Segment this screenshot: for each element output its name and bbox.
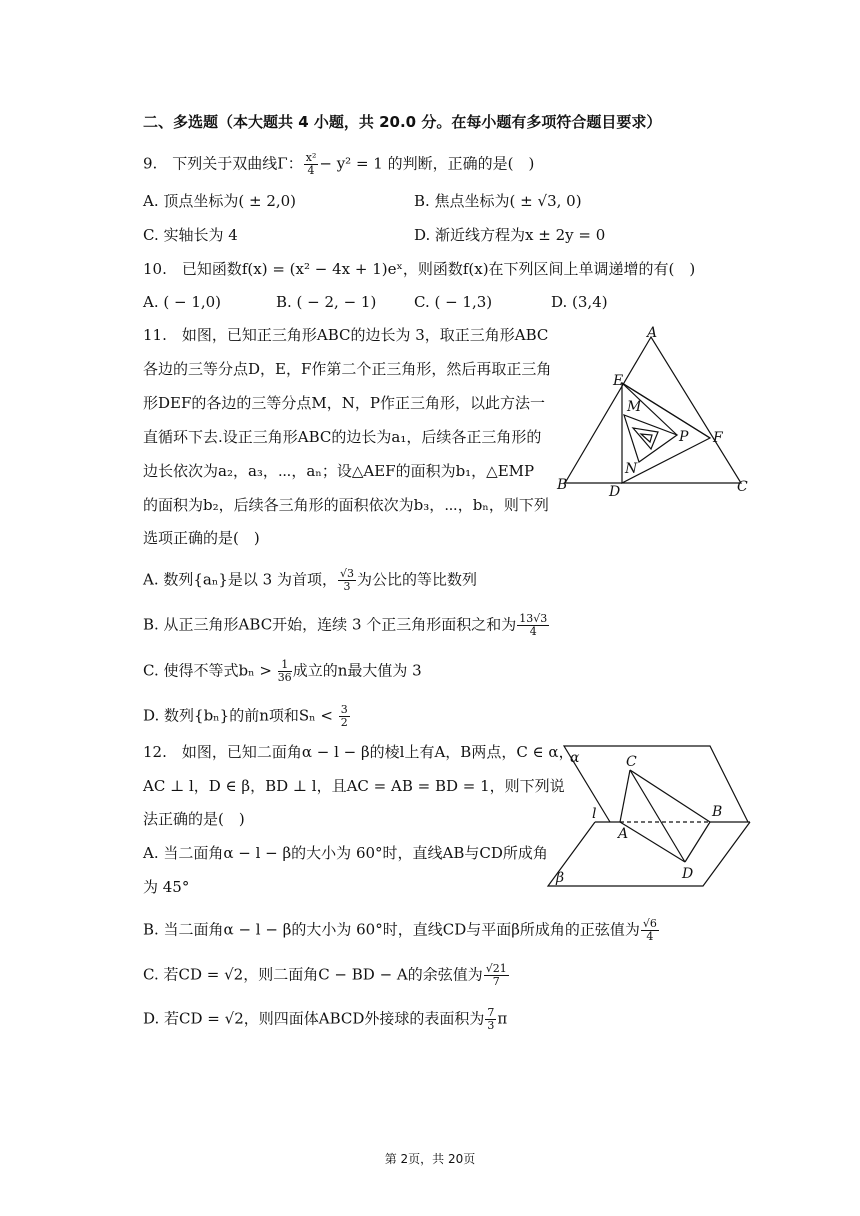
q12-label-alpha: α xyxy=(570,750,580,766)
q11-line-6: 的面积为b₂，后续各三角形的面积依次为b₃，⋯，bₙ，则下列 xyxy=(143,496,549,514)
q12-option-d xyxy=(143,1007,507,1032)
page-footer: 第 2页，共 20页 xyxy=(384,1152,476,1166)
q12-dihedral-figure xyxy=(540,740,755,892)
q12-line-4: A. 当二面角α − l − β的大小为 60°时，直线AB与CD所成角 xyxy=(143,844,548,862)
q10-option-b: B. ( − 2, − 1) xyxy=(276,293,377,311)
q11-option-b-fraction: $\frac{13√3}{4}$ xyxy=(519,612,548,638)
q12-option-c-fraction: $\frac{√21}{7}$ xyxy=(485,962,507,988)
q11-label-p: P xyxy=(679,429,689,445)
q9-option-d: D. 渐近线方程为x ± 2y = 0 xyxy=(414,226,606,244)
q11-option-d xyxy=(143,704,351,729)
q11-option-c-text2: 成立的n最大值为 3 xyxy=(292,661,422,680)
q10-option-d: D. (3,4) xyxy=(551,293,608,311)
q12-option-d-fraction: $\frac{7}{3}$ xyxy=(487,1006,495,1032)
q11-option-a-text2: 为公比的等比数列 xyxy=(356,570,477,589)
q9-stem-part2: − y² = 1 的判断，正确的是( ) xyxy=(319,154,535,173)
q9-option-a: A. 顶点坐标为( ± 2,0) xyxy=(143,192,297,210)
q12-label-a: A xyxy=(618,826,629,842)
q11-option-c-text1: C. 使得不等式bₙ > xyxy=(143,661,277,680)
q11-label-b: B xyxy=(557,477,568,493)
q11-label-e: E xyxy=(613,373,624,389)
q11-label-d: D xyxy=(609,484,621,500)
q12-label-c: C xyxy=(626,754,637,770)
q11-option-b xyxy=(143,613,550,638)
q11-label-n: N xyxy=(625,461,638,477)
section-heading: 二、多选题（本大题共 4 小题，共 20.0 分。在每小题有多项符合题目要求） xyxy=(143,113,662,131)
q12-option-c xyxy=(143,963,510,988)
q9-option-b: B. 焦点坐标为( ± √3, 0) xyxy=(414,192,582,210)
q11-option-c xyxy=(143,659,422,684)
q12-label-b: B xyxy=(712,804,723,820)
q12-option-b xyxy=(143,918,660,943)
q11-option-a xyxy=(143,568,477,593)
q11-line-1: 11. 如图，已知正三角形ABC的边长为 3，取正三角形ABC xyxy=(143,326,549,344)
q11-line-7: 选项正确的是( ) xyxy=(143,529,260,547)
q11-option-c-fraction: $\frac{1}{36}$ xyxy=(277,658,292,684)
question-9-stem xyxy=(143,152,534,177)
q11-line-4: 直循环下去.设正三角形ABC的边长为a₁，后续各正三角形的 xyxy=(143,428,542,446)
q12-option-b-fraction: $\frac{√6}{4}$ xyxy=(642,917,657,943)
q9-fraction: $\frac{\text{x²}}{4}$ xyxy=(305,151,317,177)
q10-option-a: A. ( − 1,0) xyxy=(143,293,222,311)
q11-option-b-text: B. 从正三角形ABC开始，连续 3 个正三角形面积之和为 xyxy=(143,615,517,634)
q9-option-c: C. 实轴长为 4 xyxy=(143,226,238,244)
q9-stem-part1: 9. 下列关于双曲线Γ： xyxy=(143,154,303,173)
q11-line-3: 形DEF的各边的三等分点M，N，P作正三角形，以此方法一 xyxy=(143,394,545,412)
q12-line-2: AC ⊥ l，D ∈ β，BD ⊥ l，且AC = AB = BD = 1，则下列说 xyxy=(143,777,565,795)
question-10-stem: 10. 已知函数f(x) = (x² − 4x + 1)eˣ，则函数f(x)在下列区间上单调递增的有( ) xyxy=(143,260,696,278)
q10-option-c: C. ( − 1,3) xyxy=(414,293,493,311)
q12-option-d-text2: π xyxy=(497,1009,508,1028)
q11-triangle-figure xyxy=(555,325,760,505)
q12-line-1: 12. 如图，已知二面角α − l − β的棱l上有A，B两点，C ∈ α， xyxy=(143,743,574,761)
q11-label-c: C xyxy=(737,479,748,495)
q12-label-d: D xyxy=(682,866,694,882)
q11-option-d-fraction: $\frac{3}{2}$ xyxy=(340,703,348,729)
q12-line-3: 法正确的是( ) xyxy=(143,810,245,828)
q12-option-c-text: C. 若CD = √2，则二面角C − BD − A的余弦值为 xyxy=(143,965,483,984)
q11-label-a: A xyxy=(647,325,658,341)
q11-line-5: 边长依次为a₂，a₃，⋯，aₙ；设△AEF的面积为b₁，△EMP xyxy=(143,462,535,480)
q11-line-2: 各边的三等分点D，E，F作第二个正三角形，然后再取正三角 xyxy=(143,360,552,378)
q12-option-d-text1: D. 若CD = √2，则四面体ABCD外接球的表面积为 xyxy=(143,1009,485,1028)
q12-option-b-text: B. 当二面角α − l − β的大小为 60°时，直线CD与平面β所成角的正弦值为 xyxy=(143,920,640,939)
q11-option-a-text1: A. 数列{aₙ}是以 3 为首项， xyxy=(143,570,337,589)
q11-option-d-text: D. 数列{bₙ}的前n项和Sₙ < xyxy=(143,706,338,725)
q12-line-5: 为 45° xyxy=(143,878,190,896)
q11-label-f: F xyxy=(713,430,723,446)
q11-option-a-fraction: $\frac{√3}{3}$ xyxy=(339,567,354,593)
q12-label-beta: β xyxy=(556,870,565,886)
q12-label-l: l xyxy=(592,806,597,822)
q11-label-m: M xyxy=(627,399,642,415)
